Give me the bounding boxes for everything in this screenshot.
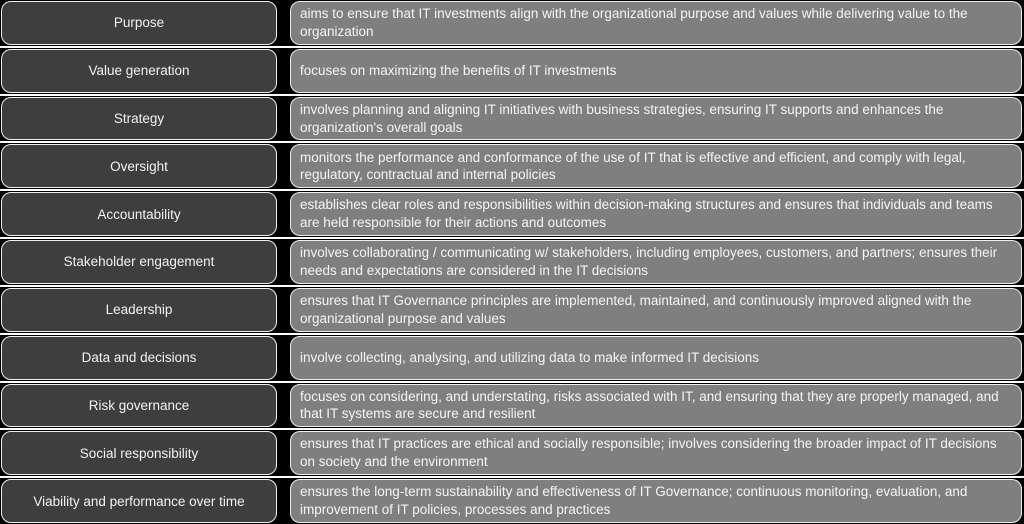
principle-row-leadership	[0, 285, 1024, 333]
description-box-accountability	[290, 192, 1022, 236]
principle-row-purpose	[0, 0, 1024, 46]
description-box-stakeholder-engagement	[290, 240, 1022, 284]
principle-label: Strategy	[113, 111, 165, 127]
label-box-viability-and-performance	[1, 479, 277, 523]
principle-description: ensures the long-term sustainability and effectiveness of IT Governance; continuous monitoring, evaluation, and improvement of IT policies, processes and practices	[300, 484, 968, 518]
description-box-strategy	[290, 97, 1022, 141]
principle-row-strategy	[0, 94, 1024, 142]
principle-row-stakeholder-engagement	[0, 237, 1024, 285]
description-box-value-generation	[290, 49, 1022, 93]
principle-description: focuses on considering, and understating, risks associated with IT, and ensuring that they are properly managed, and that IT systems are secure and resilient	[300, 388, 999, 422]
principle-description: ensures that IT Governance principles are implemented, maintained, and continuously improved aligned with the organizational purpose and values	[300, 292, 972, 326]
principle-row-viability-and-performance	[0, 476, 1024, 524]
principle-description: establishes clear roles and responsibilities within decision-making structures and ensures that individuals and teams are held responsible for their actions and outcomes	[300, 197, 993, 231]
principle-description: monitors the performance and conformance of the use of IT that is effective and efficient, and comply with legal, regulatory, contractual and internal policies	[300, 149, 966, 183]
principle-row-oversight	[0, 141, 1024, 189]
principle-label: Oversight	[110, 158, 168, 174]
label-box-oversight	[1, 144, 277, 188]
description-box-oversight	[290, 144, 1022, 188]
description-box-data-and-decisions	[290, 336, 1022, 380]
principle-description: ensures that IT practices are ethical and socially responsible; involves considering the broader impact of IT decisions on society and the environment	[300, 436, 997, 470]
label-box-leadership	[1, 288, 277, 332]
label-box-social-responsibility	[1, 431, 277, 475]
label-box-risk-governance	[1, 384, 277, 428]
description-box-risk-governance	[290, 384, 1022, 428]
description-box-social-responsibility	[290, 431, 1022, 475]
principle-description: focuses on maximizing the benefits of IT investments	[300, 62, 617, 78]
label-box-purpose	[1, 1, 277, 45]
principle-label: Viability and performance over time	[33, 493, 245, 509]
principle-description: involve collecting, analysing, and utilizing data to make informed IT decisions	[300, 349, 759, 365]
description-box-leadership	[290, 288, 1022, 332]
label-box-value-generation	[1, 49, 277, 93]
description-box-viability-and-performance	[290, 479, 1022, 523]
principle-description: involves collaborating / communicating w/ stakeholders, including employees, customers, and partners; ensures their needs and expectations are considered in the IT decisions	[300, 245, 998, 278]
principle-row-value-generation	[0, 46, 1024, 94]
principle-label: Stakeholder engagement	[63, 254, 215, 270]
principle-label: Social responsibility	[79, 445, 199, 461]
principle-label: Purpose	[113, 15, 165, 31]
principle-row-social-responsibility	[0, 428, 1024, 476]
principle-row-accountability	[0, 189, 1024, 237]
principle-label: Value generation	[88, 63, 190, 79]
principle-row-risk-governance	[0, 381, 1024, 429]
principle-description: involves planning and aligning IT initiatives with business strategies, ensuring IT supports and enhances the organization's overall goals	[300, 101, 944, 135]
principle-label: Risk governance	[88, 397, 190, 413]
principle-row-data-and-decisions	[0, 333, 1024, 381]
principle-label: Data and decisions	[81, 350, 197, 366]
label-box-strategy	[1, 97, 277, 141]
principle-description: aims to ensure that IT investments align with the organizational purpose and values while delivering value to the organization	[300, 6, 968, 39]
label-box-accountability	[1, 192, 277, 236]
principle-label: Accountability	[97, 206, 181, 222]
label-box-data-and-decisions	[1, 336, 277, 380]
principle-label: Leadership	[105, 302, 173, 318]
label-box-stakeholder-engagement	[1, 240, 277, 284]
description-box-purpose	[290, 1, 1022, 45]
